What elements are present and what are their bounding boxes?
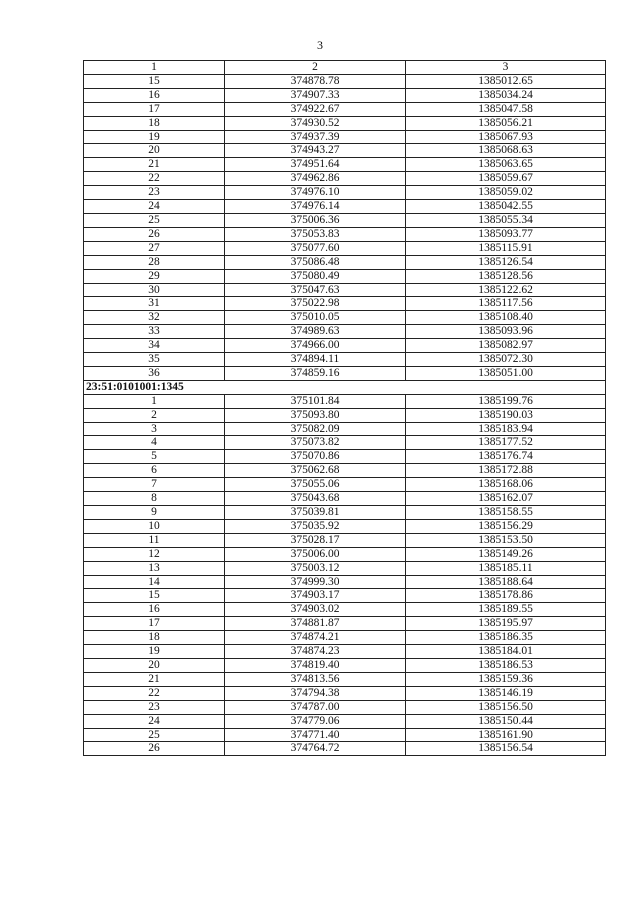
x-coordinate-cell: 374779.06 [225,714,406,728]
y-coordinate-cell: 1385082.97 [406,339,606,353]
table-row [84,311,606,325]
x-coordinate-cell: 374951.64 [225,158,406,172]
table-row [84,200,606,214]
table-row [84,464,606,478]
x-coordinate-cell: 374937.39 [225,130,406,144]
point-number-cell: 14 [84,575,225,589]
point-number-cell: 19 [84,130,225,144]
x-coordinate-cell: 374976.14 [225,200,406,214]
y-coordinate-cell: 1385185.11 [406,561,606,575]
table-row [84,533,606,547]
x-coordinate-cell: 374999.30 [225,575,406,589]
y-coordinate-cell: 1385188.64 [406,575,606,589]
y-coordinate-cell: 1385093.77 [406,227,606,241]
x-coordinate-cell: 375039.81 [225,506,406,520]
y-coordinate-cell: 1385158.55 [406,506,606,520]
point-number-cell: 27 [84,241,225,255]
table-row [84,408,606,422]
table-row [84,700,606,714]
x-coordinate-cell: 374813.56 [225,672,406,686]
table-row [84,714,606,728]
x-coordinate-cell: 374989.63 [225,325,406,339]
y-coordinate-cell: 1385162.07 [406,492,606,506]
table-row [84,422,606,436]
table-row [84,74,606,88]
table-row [84,686,606,700]
table-row [84,353,606,367]
point-number-cell: 21 [84,672,225,686]
table-row [84,172,606,186]
point-number-cell: 5 [84,450,225,464]
y-coordinate-cell: 1385168.06 [406,478,606,492]
y-coordinate-cell: 1385189.55 [406,603,606,617]
cadastral-section-row [84,380,606,394]
x-coordinate-cell: 375077.60 [225,241,406,255]
point-number-cell: 30 [84,283,225,297]
y-coordinate-cell: 1385186.53 [406,658,606,672]
x-coordinate-cell: 374976.10 [225,186,406,200]
y-coordinate-cell: 1385156.54 [406,742,606,756]
x-coordinate-cell: 375080.49 [225,269,406,283]
y-coordinate-cell: 1385115.91 [406,241,606,255]
point-number-cell: 20 [84,658,225,672]
point-number-cell: 9 [84,506,225,520]
table-row [84,436,606,450]
column-header-point-number: 1 [84,61,225,75]
table-row [84,742,606,756]
point-number-cell: 35 [84,353,225,367]
x-coordinate-cell: 374878.78 [225,74,406,88]
x-coordinate-cell: 374859.16 [225,366,406,380]
table-row [84,617,606,631]
column-header-y-coordinate: 3 [406,61,606,75]
point-number-cell: 20 [84,144,225,158]
y-coordinate-cell: 1385195.97 [406,617,606,631]
table-row [84,130,606,144]
point-number-cell: 25 [84,213,225,227]
table-row [84,450,606,464]
point-number-cell: 22 [84,172,225,186]
table-row [84,325,606,339]
x-coordinate-cell: 375010.05 [225,311,406,325]
x-coordinate-cell: 374894.11 [225,353,406,367]
y-coordinate-cell: 1385059.02 [406,186,606,200]
y-coordinate-cell: 1385126.54 [406,255,606,269]
y-coordinate-cell: 1385153.50 [406,533,606,547]
point-number-cell: 16 [84,603,225,617]
x-coordinate-cell: 374943.27 [225,144,406,158]
x-coordinate-cell: 375070.86 [225,450,406,464]
x-coordinate-cell: 375062.68 [225,464,406,478]
table-row [84,255,606,269]
x-coordinate-cell: 374771.40 [225,728,406,742]
x-coordinate-cell: 375055.06 [225,478,406,492]
point-number-cell: 32 [84,311,225,325]
x-coordinate-cell: 374794.38 [225,686,406,700]
x-coordinate-cell: 374930.52 [225,116,406,130]
point-number-cell: 6 [84,464,225,478]
point-number-cell: 22 [84,686,225,700]
x-coordinate-cell: 374874.21 [225,631,406,645]
x-coordinate-cell: 374764.72 [225,742,406,756]
point-number-cell: 24 [84,200,225,214]
y-coordinate-cell: 1385159.36 [406,672,606,686]
table-row [84,672,606,686]
point-number-cell: 3 [84,422,225,436]
y-coordinate-cell: 1385117.56 [406,297,606,311]
y-coordinate-cell: 1385156.50 [406,700,606,714]
y-coordinate-cell: 1385067.93 [406,130,606,144]
x-coordinate-cell: 374966.00 [225,339,406,353]
point-number-cell: 15 [84,589,225,603]
point-number-cell: 34 [84,339,225,353]
y-coordinate-cell: 1385146.19 [406,686,606,700]
point-number-cell: 26 [84,227,225,241]
y-coordinate-cell: 1385034.24 [406,88,606,102]
empty-cell [406,380,606,394]
x-coordinate-cell: 374881.87 [225,617,406,631]
x-coordinate-cell: 375022.98 [225,297,406,311]
point-number-cell: 29 [84,269,225,283]
y-coordinate-cell: 1385150.44 [406,714,606,728]
point-number-cell: 2 [84,408,225,422]
table-body [84,74,606,755]
table-row [84,158,606,172]
y-coordinate-cell: 1385042.55 [406,200,606,214]
y-coordinate-cell: 1385184.01 [406,645,606,659]
x-coordinate-cell: 375101.84 [225,394,406,408]
y-coordinate-cell: 1385012.65 [406,74,606,88]
y-coordinate-cell: 1385047.58 [406,102,606,116]
coordinates-table [83,60,606,756]
x-coordinate-cell: 375086.48 [225,255,406,269]
table-row [84,339,606,353]
table-row [84,102,606,116]
x-coordinate-cell: 375053.83 [225,227,406,241]
cadastral-number-label: 23:51:0101001:1345 [84,380,406,394]
table-row [84,506,606,520]
point-number-cell: 17 [84,617,225,631]
point-number-cell: 17 [84,102,225,116]
point-number-cell: 19 [84,645,225,659]
y-coordinate-cell: 1385199.76 [406,394,606,408]
table-row [84,603,606,617]
column-header-x-coordinate: 2 [225,61,406,75]
x-coordinate-cell: 374903.17 [225,589,406,603]
table-row [84,241,606,255]
x-coordinate-cell: 374962.86 [225,172,406,186]
table-row [84,575,606,589]
table-row [84,645,606,659]
x-coordinate-cell: 375006.36 [225,213,406,227]
point-number-cell: 4 [84,436,225,450]
page-number: 3 [317,38,323,52]
x-coordinate-cell: 374922.67 [225,102,406,116]
table-row [84,283,606,297]
table-row [84,88,606,102]
x-coordinate-cell: 375003.12 [225,561,406,575]
y-coordinate-cell: 1385161.90 [406,728,606,742]
table-row [84,394,606,408]
table-row [84,589,606,603]
y-coordinate-cell: 1385122.62 [406,283,606,297]
table-row [84,186,606,200]
y-coordinate-cell: 1385178.86 [406,589,606,603]
y-coordinate-cell: 1385172.88 [406,464,606,478]
point-number-cell: 18 [84,631,225,645]
point-number-cell: 31 [84,297,225,311]
x-coordinate-cell: 375043.68 [225,492,406,506]
table-row [84,658,606,672]
x-coordinate-cell: 374787.00 [225,700,406,714]
table-row [84,728,606,742]
y-coordinate-cell: 1385128.56 [406,269,606,283]
y-coordinate-cell: 1385108.40 [406,311,606,325]
table-row [84,492,606,506]
y-coordinate-cell: 1385072.30 [406,353,606,367]
point-number-cell: 13 [84,561,225,575]
point-number-cell: 11 [84,533,225,547]
point-number-cell: 25 [84,728,225,742]
x-coordinate-cell: 375047.63 [225,283,406,297]
x-coordinate-cell: 375006.00 [225,547,406,561]
x-coordinate-cell: 374907.33 [225,88,406,102]
table-row [84,366,606,380]
y-coordinate-cell: 1385183.94 [406,422,606,436]
x-coordinate-cell: 374874.23 [225,645,406,659]
point-number-cell: 10 [84,519,225,533]
y-coordinate-cell: 1385176.74 [406,450,606,464]
point-number-cell: 1 [84,394,225,408]
point-number-cell: 24 [84,714,225,728]
point-number-cell: 36 [84,366,225,380]
point-number-cell: 15 [84,74,225,88]
table-row [84,561,606,575]
table-row [84,116,606,130]
x-coordinate-cell: 374819.40 [225,658,406,672]
table-row [84,547,606,561]
point-number-cell: 12 [84,547,225,561]
point-number-cell: 18 [84,116,225,130]
y-coordinate-cell: 1385055.34 [406,213,606,227]
y-coordinate-cell: 1385177.52 [406,436,606,450]
y-coordinate-cell: 1385056.21 [406,116,606,130]
point-number-cell: 7 [84,478,225,492]
table-header-row [84,61,606,75]
y-coordinate-cell: 1385186.35 [406,631,606,645]
x-coordinate-cell: 375093.80 [225,408,406,422]
table-row [84,227,606,241]
x-coordinate-cell: 375035.92 [225,519,406,533]
table-row [84,631,606,645]
point-number-cell: 28 [84,255,225,269]
y-coordinate-cell: 1385156.29 [406,519,606,533]
y-coordinate-cell: 1385063.65 [406,158,606,172]
y-coordinate-cell: 1385149.26 [406,547,606,561]
y-coordinate-cell: 1385051.00 [406,366,606,380]
y-coordinate-cell: 1385068.63 [406,144,606,158]
table-row [84,213,606,227]
x-coordinate-cell: 374903.02 [225,603,406,617]
point-number-cell: 26 [84,742,225,756]
x-coordinate-cell: 375028.17 [225,533,406,547]
point-number-cell: 16 [84,88,225,102]
point-number-cell: 8 [84,492,225,506]
table-row [84,144,606,158]
table-row [84,297,606,311]
point-number-cell: 23 [84,700,225,714]
y-coordinate-cell: 1385093.96 [406,325,606,339]
x-coordinate-cell: 375082.09 [225,422,406,436]
y-coordinate-cell: 1385059.67 [406,172,606,186]
y-coordinate-cell: 1385190.03 [406,408,606,422]
point-number-cell: 33 [84,325,225,339]
point-number-cell: 21 [84,158,225,172]
table-row [84,519,606,533]
point-number-cell: 23 [84,186,225,200]
x-coordinate-cell: 375073.82 [225,436,406,450]
table-row [84,269,606,283]
table-row [84,478,606,492]
